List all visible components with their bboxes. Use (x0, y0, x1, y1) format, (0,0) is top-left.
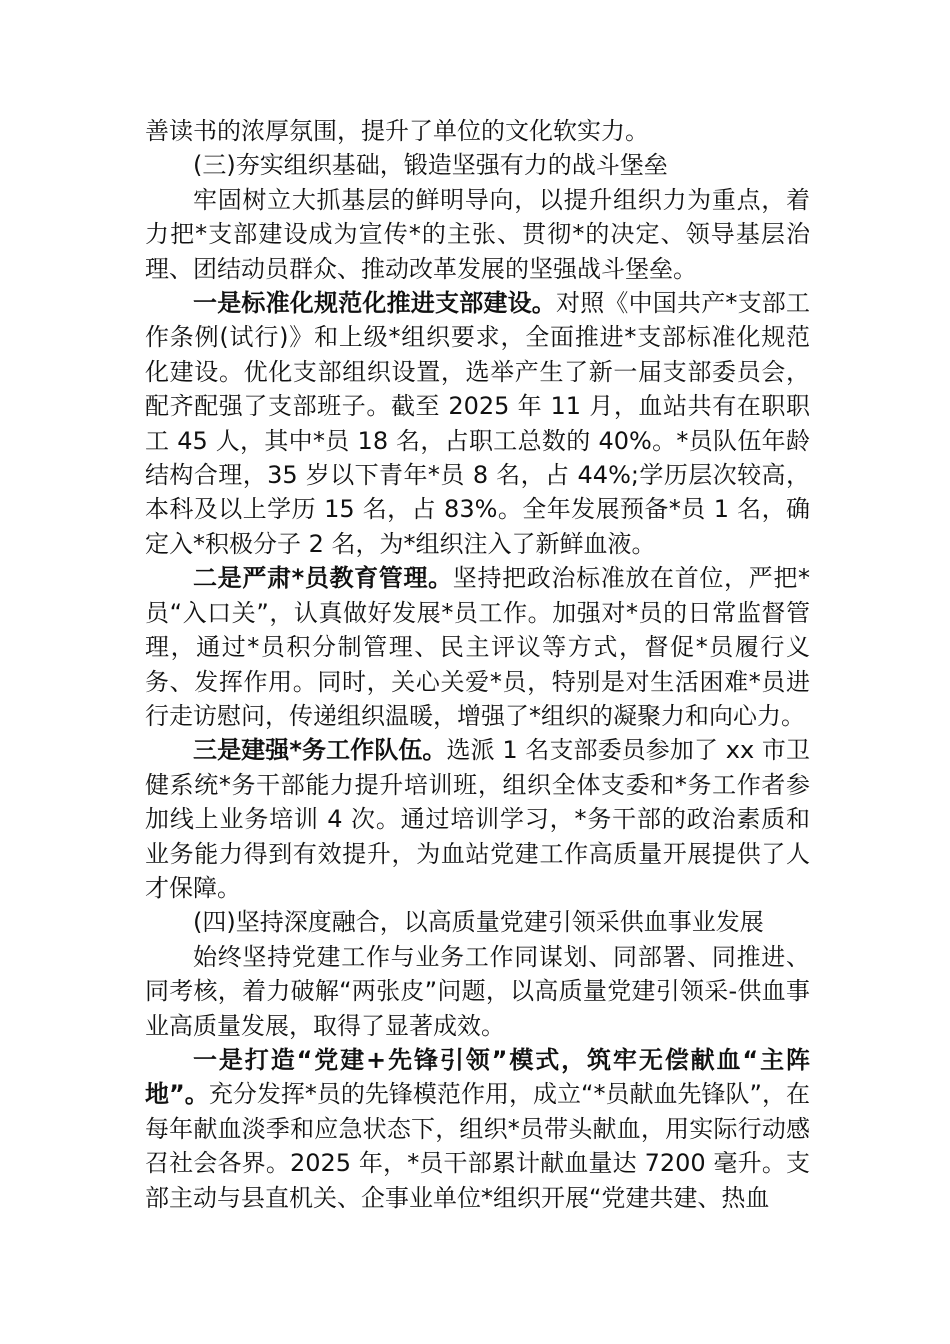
paragraph-4-text: 对照《中国共产*支部工作条例(试行)》和上级*组织要求，全面推进*支部标准化规范化建设。优化支部组织设置，选举产生了新一届支部委员会，配齐配强了支部班子。截至 2025 年 11 月，血站共有在职职工 45 人，其中*员 18 名，占职工总数的 40%。*员队伍年龄结构合理，35 岁以下青年*员 8 名，占 44%;学历层次较高，本科及以上学历 15 名，占 83%。全年发展预备*员 1 名，确定入*积极分子 2 名，为*组织注入了新鲜血液。 (145, 289, 810, 558)
paragraph-1 (145, 114, 810, 148)
paragraph-6-lead: 三是建强*务工作队伍。 (193, 736, 447, 765)
section-heading-3 (145, 148, 810, 182)
section-heading-4-text: (四)坚持深度融合，以高质量党建引领采供血事业发展 (193, 908, 764, 937)
paragraph-8-text: 始终坚持党建工作与业务工作同谋划、同部署、同推进、同考核，着力破解“两张皮”问题，以高质量党建引领采-供血事业高质量发展，取得了显著成效。 (145, 942, 810, 1040)
document-page (145, 114, 810, 1215)
paragraph-3 (145, 183, 810, 286)
paragraph-9 (145, 1043, 810, 1215)
paragraph-6 (145, 733, 810, 905)
paragraph-9-text: 充分发挥*员的先锋模范作用，成立“*员献血先锋队”，在每年献血淡季和应急状态下，组织*员带头献血，用实际行动感召社会各界。2025 年，*员干部累计献血量达 7200 毫升。支部主动与县直机关、企事业单位*组织开展“党建共建、热血 (145, 1080, 810, 1212)
section-heading-4 (145, 905, 810, 939)
paragraph-9-lead: 一是打造“党建+先锋引领”模式，筑牢无偿献血“主阵地”。 (145, 1045, 810, 1109)
paragraph-8 (145, 940, 810, 1043)
paragraph-3-text: 牢固树立大抓基层的鲜明导向，以提升组织力为重点，着力把*支部建设成为宣传*的主张、贯彻*的决定、领导基层治理、团结动员群众、推动改革发展的坚强战斗堡垒。 (145, 185, 810, 283)
paragraph-4-lead: 一是标准化规范化推进支部建设。 (193, 289, 556, 318)
section-heading-3-text: (三)夯实组织基础，锻造坚强有力的战斗堡垒 (193, 151, 668, 180)
paragraph-5-text: 坚持把政治标准放在首位，严把*员“入口关”，认真做好发展*员工作。加强对*员的日常监督管理，通过*员积分制管理、民主评议等方式，督促*员履行义务、发挥作用。同时，关心关爱*员，特别是对生活困难*员进行走访慰问，传递组织温暖，增强了*组织的凝聚力和向心力。 (145, 564, 811, 730)
paragraph-1-text: 善读书的浓厚氛围，提升了单位的文化软实力。 (145, 117, 649, 145)
paragraph-4 (145, 286, 810, 561)
paragraph-6-text: 选派 1 名支部委员参加了 xx 市卫健系统*务干部能力提升培训班，组织全体支委和*务工作者参加线上业务培训 4 次。通过培训学习，*务干部的政治素质和业务能力得到有效提升，为血站党建工作高质量开展提供了人才保障。 (145, 736, 810, 902)
paragraph-5-lead: 二是严肃*员教育管理。 (193, 564, 453, 593)
paragraph-5 (145, 561, 810, 733)
